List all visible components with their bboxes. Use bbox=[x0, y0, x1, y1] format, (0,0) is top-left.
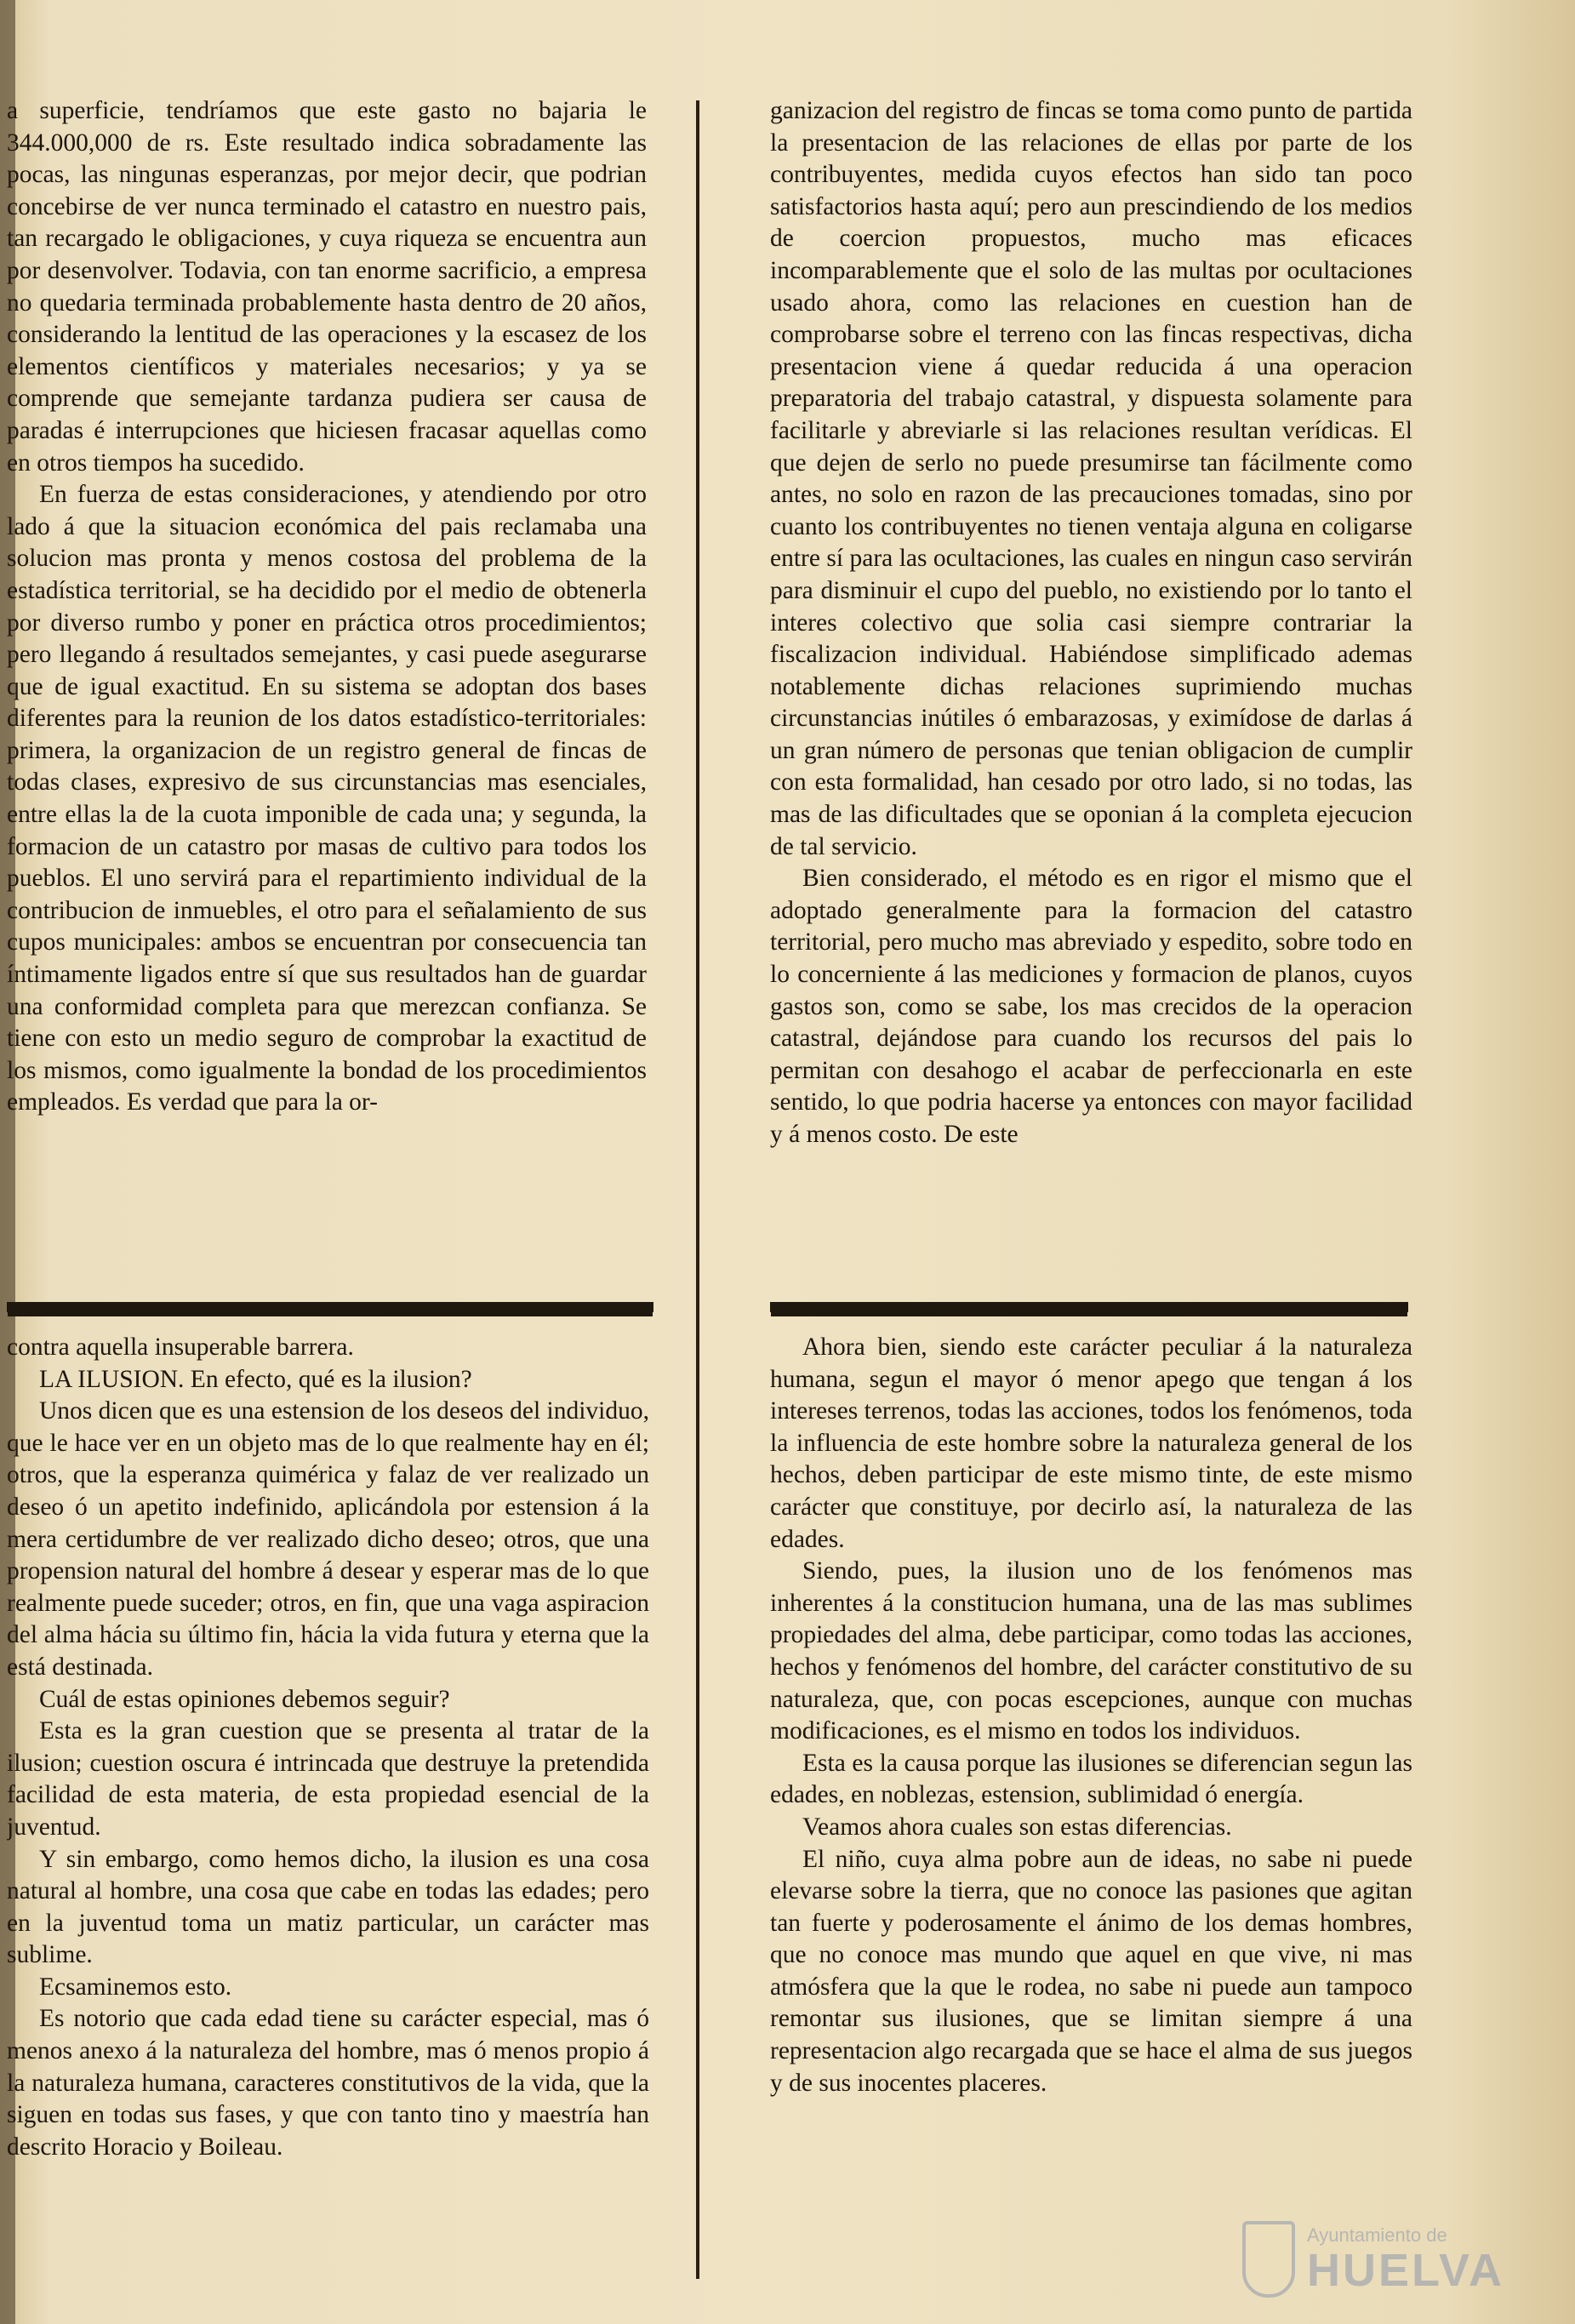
section-divider-left bbox=[7, 1302, 653, 1312]
paragraph: El niño, cuya alma pobre aun de ideas, no sabe ni puede elevarse sobre la tierra, que no conoce las pasiones que agitan tan fuerte y poderosamente el ánimo de los demas hombres, que no conoce mas mundo que aquel en que vive, ni mas atmósfera que la que le rodea, no sabe ni puede aun tampoco remontar sus ilusiones, que se limitan siempre á una representacion algo recargada que se hace el alma de sus juegos y de sus inocentes placeres. bbox=[770, 1845, 1412, 2097]
watermark-line2: HUELVA bbox=[1307, 2245, 1504, 2296]
paragraph: Y sin embargo, como hemos dicho, la ilusion es una cosa natural al hombre, una cosa que cabe en todas las edades; pero en la juventud toma un matiz particular, un carácter mas sublime. bbox=[7, 1845, 649, 1969]
archive-watermark bbox=[1242, 2213, 1549, 2306]
paragraph: Esta es la causa porque las ilusiones se diferencian segun las edades, en noblezas, estension, sublimidad ó energía. bbox=[770, 1749, 1412, 1809]
coat-of-arms-icon bbox=[1242, 2221, 1295, 2298]
column-bottom-right bbox=[770, 1332, 1412, 2251]
paragraph: Ahora bien, siendo este carácter peculiar á la naturaleza humana, segun el mayor ó menor apego que tengan á los intereses terrenos, todas las acciones, todos los fenómenos, toda la influencia de este hombre sobre la naturaleza general de los hechos, deben participar de este mismo tinte, de este mismo carácter que constituye, por decirlo así, la naturaleza de las edades. bbox=[770, 1333, 1412, 1553]
paragraph: ganizacion del registro de fincas se toma como punto de partida la presentacion de las relaciones de ellas por parte de los contribuyentes, medida cuyos efectos han sido tan poco satisfactorios hasta aquí; pero aun prescindiendo de los medios de coercion propuestos, mucho mas eficaces incomparablemente que el solo de las multas por ocultaciones usado ahora, como las relaciones en cuestion han de comprobarse sobre el terreno con las fincas respectivas, dicha presentacion viene á quedar reducida á una operacion preparatoria del trabajo catastral, y dispuesta solamente para facilitarle y abreviarle si las relaciones resultan verídicas. El que dejen de serlo no puede presumirse tan fácilmente como antes, no solo en razon de las precauciones tomadas, sino por cuanto los contribuyentes no tienen ventaja alguna en coligarse entre sí para las ocultaciones, las cuales en ningun caso servirán para disminuir el cupo del pueblo, no existiendo por lo tanto el interes colectivo que solia casi siempre contrariar la fiscalizacion individual. Habiéndose simplificado ademas notablemente dichas relaciones suprimiendo muchas circunstancias inútiles ó embarazosas, y eximídose de darlas á un gran número de personas que tenian obligacion de cumplir con esta formalidad, han cesado por otro lado, si no todas, las mas de las dificultades que se oponian á la completa ejecucion de tal servicio. bbox=[770, 97, 1412, 860]
column-bottom-left bbox=[7, 1332, 649, 2251]
paragraph: Bien considerado, el método es en rigor el mismo que el adoptado generalmente para la formacion del catastro territorial, pero mucho mas abreviado y espedito, sobre todo en lo concerniente á las mediciones y formacion de planos, cuyos gastos son, como se sabe, los mas crecidos de la operacion catastral, dejándose para cuando los recursos del pais lo permitan con desahogo el acabar de perfeccionarla en este sentido, lo que podria hacerse ya entonces con mayor facilidad y á menos costo. De este bbox=[770, 865, 1412, 1148]
watermark-line1: Ayuntamiento de bbox=[1307, 2224, 1447, 2246]
paragraph: Unos dicen que es una estension de los deseos del individuo, que le hace ver en un objeto mas de lo que realmente hay en él; otros, que la esperanza quimérica y falaz de ver realizado un deseo ó un apetito indefinido, aplicándola por estension á la mera certidumbre de ver realizado dicho deseo; otros, que una propension natural del hombre á desear y esperar mas de lo que realmente puede suceder; otros, en fin, que una vaga aspiracion del alma hácia su último fin, hácia la vida futura y eterna que la está destinada. bbox=[7, 1397, 649, 1681]
column-top-right bbox=[770, 95, 1412, 1295]
paragraph: En fuerza de estas consideraciones, y atendiendo por otro lado á que la situacion económica del pais reclamaba una solucion mas pronta y menos costosa del problema de la estadística territorial, se ha decidido por el medio de obtenerla por diverso rumbo y poner en práctica otros procedimientos; pero llegando á resultados semejantes, y casi puede asegurarse que de igual exactitud. En su sistema se adoptan dos bases diferentes para la reunion de los datos estadístico-territoriales: primera, la organizacion de un registro general de fincas de todas clases, expresivo de sus circunstancias mas esenciales, entre ellas la de la cuota imponible de cada una; y segunda, la formacion de un catastro por masas de cultivo para todos los pueblos. El uno servirá para el repartimiento individual de la contribucion de inmuebles, el otro para el señalamiento de sus cupos municipales: ambos se encuentran por consecuencia tan íntimamente ligados entre sí que sus resultados han de guardar una conformidad completa para que merezcan confianza. Se tiene con esto un medio seguro de comprobar la exactitud de los mismos, como igualmente la bondad de los procedimientos empleados. Es verdad que para la or- bbox=[7, 481, 647, 1116]
paragraph: Siendo, pues, la ilusion uno de los fenómenos mas inherentes á la constitucion humana, una de las mas sublimes propiedades del alma, debe participar, como todas las acciones, hechos y fenómenos del hombre, del carácter constitutivo de su naturaleza, que, con pocas escepciones, aunque con muchas modificaciones, es el mismo en todos los individuos. bbox=[770, 1557, 1412, 1745]
paragraph: Cuál de estas opiniones debemos seguir? bbox=[39, 1685, 450, 1713]
paragraph: contra aquella insuperable barrera. bbox=[7, 1333, 354, 1361]
paragraph: Esta es la gran cuestion que se presenta al tratar de la ilusion; cuestion oscura é intrincada que destruye la pretendida facilidad de esta materia, de esta propiedad esencial de la juventud. bbox=[7, 1717, 649, 1841]
paragraph: a superficie, tendríamos que este gasto no bajaria le 344.000,000 de rs. Este resultado indica sobradamente las pocas, las ningunas esperanzas, por mejor decir, que podrian concebirse de ver nunca terminado el catastro en nuestro pais, tan recargado le obligaciones, y cuya riqueza se encuentra aun por desenvolver. Todavia, con tan enorme sacrificio, a empresa no quedaria terminada probablemente hasta dentro de 20 años, considerando la lentitud de las operaciones y la escasez de los elementos científicos y materiales necesarios; y ya se comprende que semejante tardanza pudiera ser causa de paradas é interrupciones que hiciesen fracasar aquellas como en otros tiempos ha sucedido. bbox=[7, 97, 647, 477]
section-divider-right bbox=[770, 1302, 1408, 1312]
column-top-left bbox=[7, 95, 647, 1295]
column-divider bbox=[696, 100, 699, 2279]
paragraph: Es notorio que cada edad tiene su carácter especial, mas ó menos anexo á la naturaleza del hombre, mas ó menos propio á la naturaleza humana, caracteres constitutivos de la vida, que la siguen en todas sus fases, y que con tanto tino y maestría han descrito Horacio y Boileau. bbox=[7, 2005, 649, 2161]
paragraph: Veamos ahora cuales son estas diferencias. bbox=[802, 1813, 1232, 1841]
section-heading-la-ilusion: LA ILUSION. En efecto, qué es la ilusion? bbox=[39, 1365, 472, 1393]
paragraph: Ecsaminemos esto. bbox=[39, 1973, 232, 2001]
